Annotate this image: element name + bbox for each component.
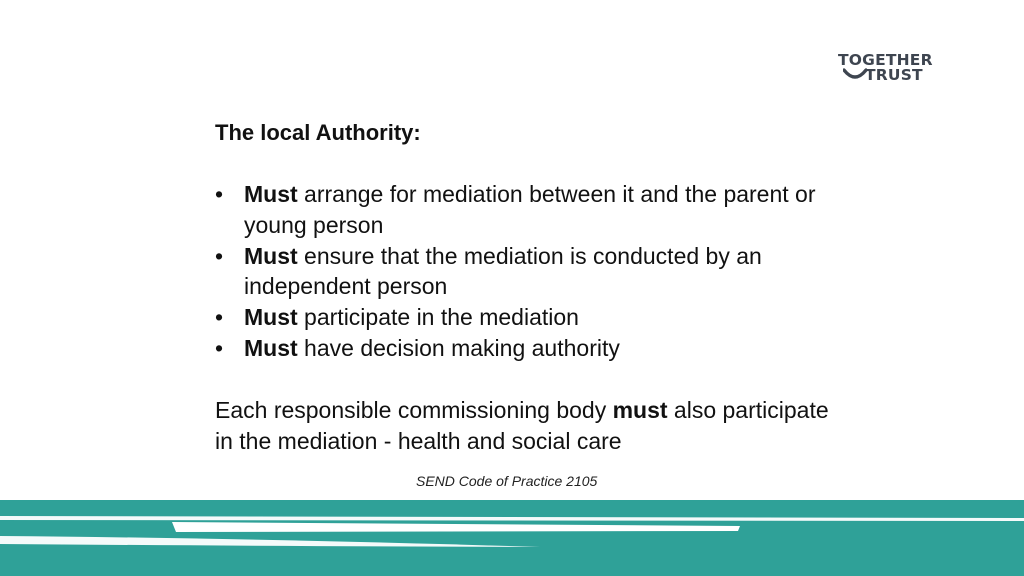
- commissioning-paragraph: [215, 395, 835, 457]
- bullet-marker: •: [215, 242, 224, 269]
- logo-smile-icon: [843, 68, 867, 82]
- slide-content: [215, 118, 835, 456]
- list-item: [215, 333, 835, 364]
- bullet-marker: •: [215, 304, 224, 331]
- item-emphasis: Must: [244, 304, 298, 331]
- list-item: [215, 179, 835, 241]
- source-citation: SEND Code of Practice 2105: [416, 473, 598, 489]
- item-text: ensure that the mediation is conducted by an independent person: [244, 242, 762, 300]
- list-item: [215, 241, 835, 303]
- item-text: participate in the mediation: [297, 304, 579, 331]
- logo-text-together: TOGETHER: [838, 51, 933, 69]
- item-emphasis: Must: [244, 181, 298, 207]
- logo-text-trust: TRUST: [865, 66, 923, 84]
- list-item: [215, 302, 835, 333]
- item-text: arrange for mediation between it and the parent or young person: [244, 181, 816, 238]
- bullet-marker: •: [215, 334, 224, 361]
- item-text: have decision making authority: [297, 334, 620, 361]
- paragraph-text-after: also participate in the mediation - health and social care: [215, 396, 829, 454]
- paragraph-text-before: Each responsible commissioning body: [215, 396, 613, 423]
- slide-heading: The local Authority:: [215, 120, 421, 145]
- footer-wave-band: [0, 500, 1024, 576]
- duty-list: [215, 179, 835, 364]
- item-emphasis: Must: [244, 242, 298, 269]
- item-emphasis: Must: [244, 334, 298, 361]
- bullet-marker: •: [215, 181, 224, 207]
- paragraph-emphasis: must: [612, 396, 668, 423]
- together-trust-logo: [838, 52, 956, 86]
